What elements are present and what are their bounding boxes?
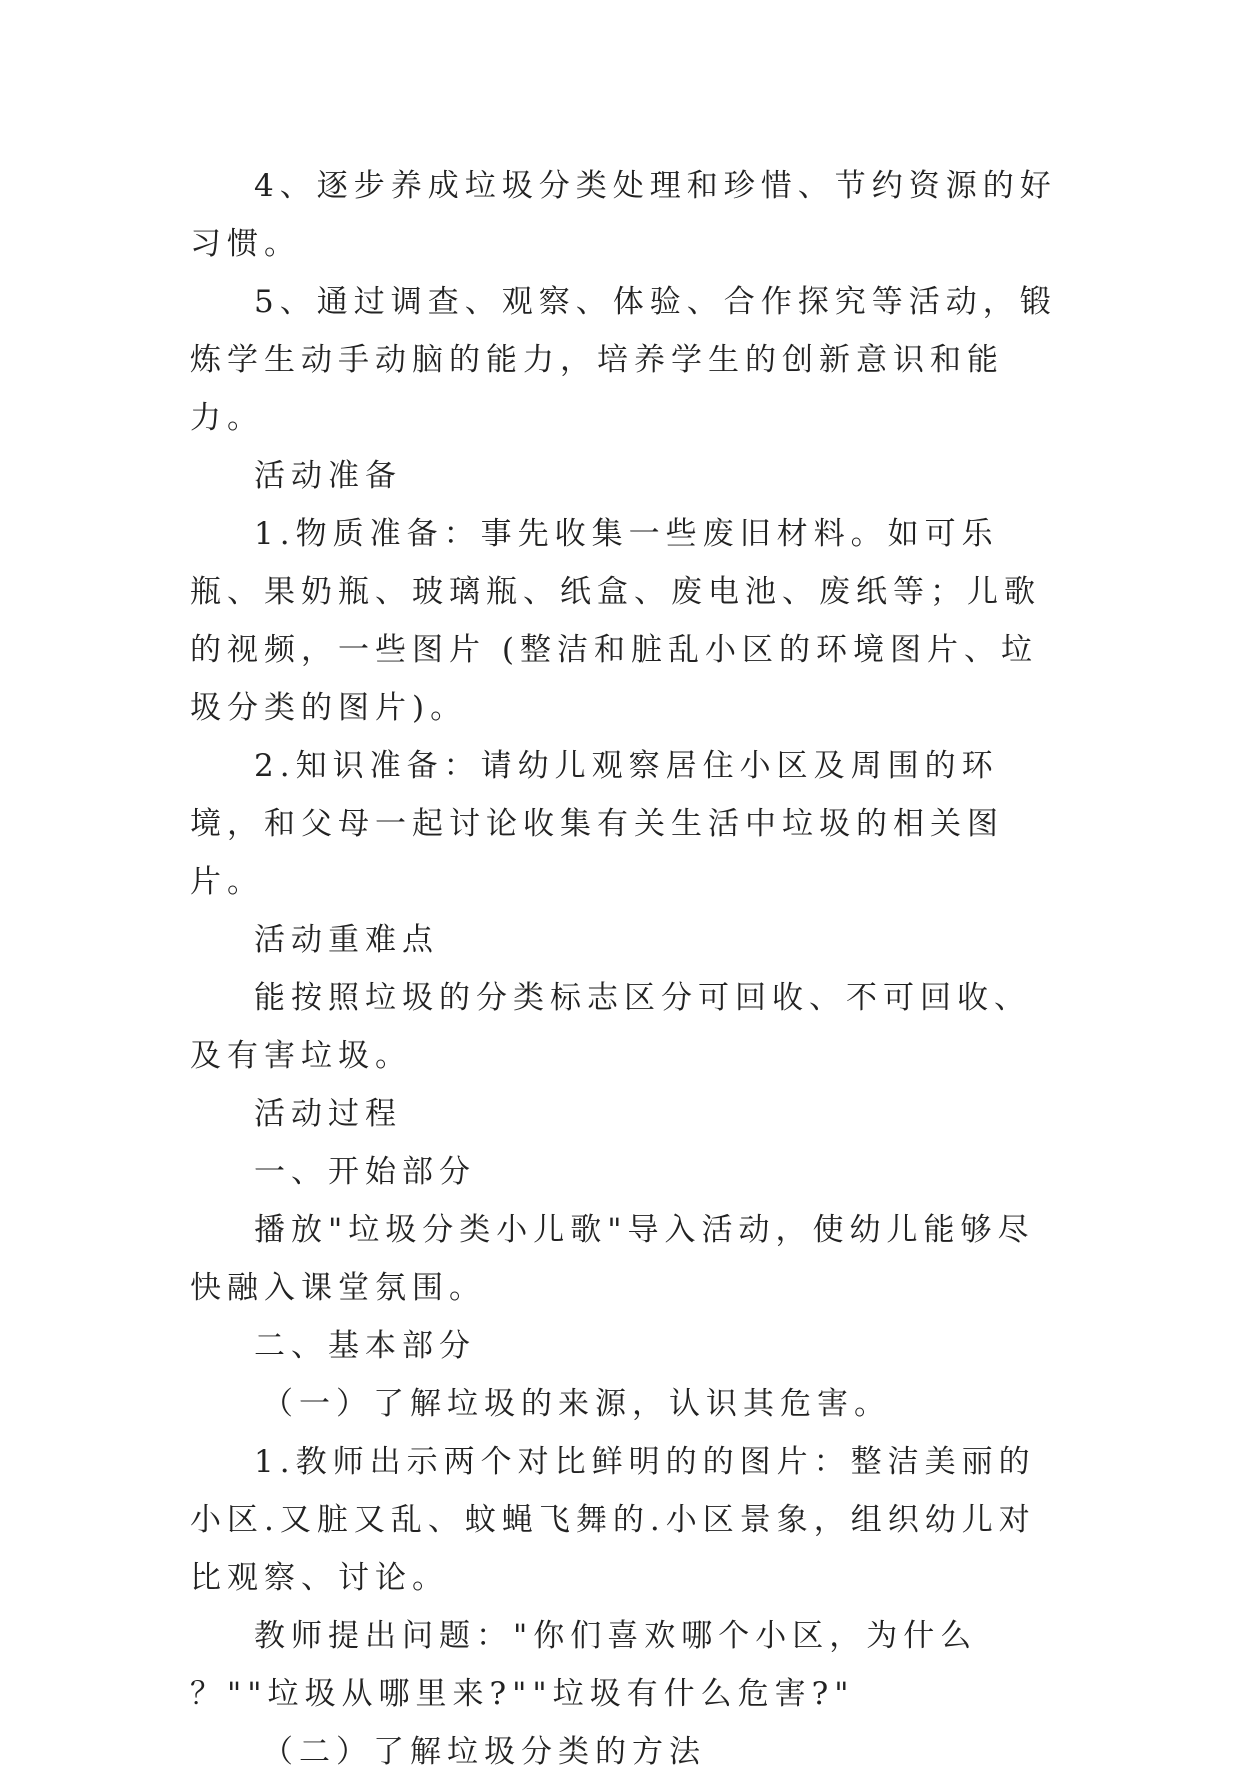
goal-4-paragraph: 4、逐步养成垃圾分类处理和珍惜、节约资源的好习惯。: [190, 168, 1057, 262]
subheading-basic-part: 二、基本部分: [254, 1328, 476, 1364]
subheading-opening-part: 一、开始部分: [254, 1154, 476, 1190]
key-points-paragraph: 能按照垃圾的分类标志区分可回收、不可回收、及有害垃圾。: [190, 980, 1031, 1074]
section-heading-key-points: 活动重难点: [254, 922, 439, 958]
knowledge-preparation-paragraph: 2.知识准备：请幼儿观察居住小区及周围的环境，和父母一起讨论收集有关生活中垃圾的相关图片。: [190, 748, 1004, 900]
section-heading-process: 活动过程: [254, 1096, 402, 1132]
subsection-1-heading: （一）了解垃圾的来源，认识其危害。: [262, 1386, 891, 1422]
teacher-questions-paragraph: 教师提出问题："你们喜欢哪个小区，为什么 ？""垃圾从哪里来?""垃圾有什么危害?": [190, 1618, 978, 1712]
material-preparation-paragraph: 1.物质准备：事先收集一些废旧材料。如可乐瓶、果奶瓶、玻璃瓶、纸盒、废电池、废纸等；儿歌的视频，一些图片 (整洁和脏乱小区的环境图片、垃圾分类的图片)。: [190, 516, 1041, 726]
subsection-2-heading: （二）了解垃圾分类的方法: [262, 1734, 706, 1770]
teacher-pictures-paragraph: 1.教师出示两个对比鲜明的的图片：整洁美丽的小区.又脏又乱、蚊蝇飞舞的.小区景象，组织幼儿对比观察、讨论。: [190, 1444, 1036, 1596]
opening-part-paragraph: 播放"垃圾分类小儿歌"导入活动，使幼儿能够尽快融入课堂氛围。: [190, 1212, 1035, 1306]
section-heading-preparation: 活动准备: [254, 458, 402, 494]
goal-5-paragraph: 5、通过调查、观察、体验、合作探究等活动，锻炼学生动手动脑的能力，培养学生的创新意识和能力。: [190, 284, 1057, 436]
document-body: [190, 157, 1065, 1781]
